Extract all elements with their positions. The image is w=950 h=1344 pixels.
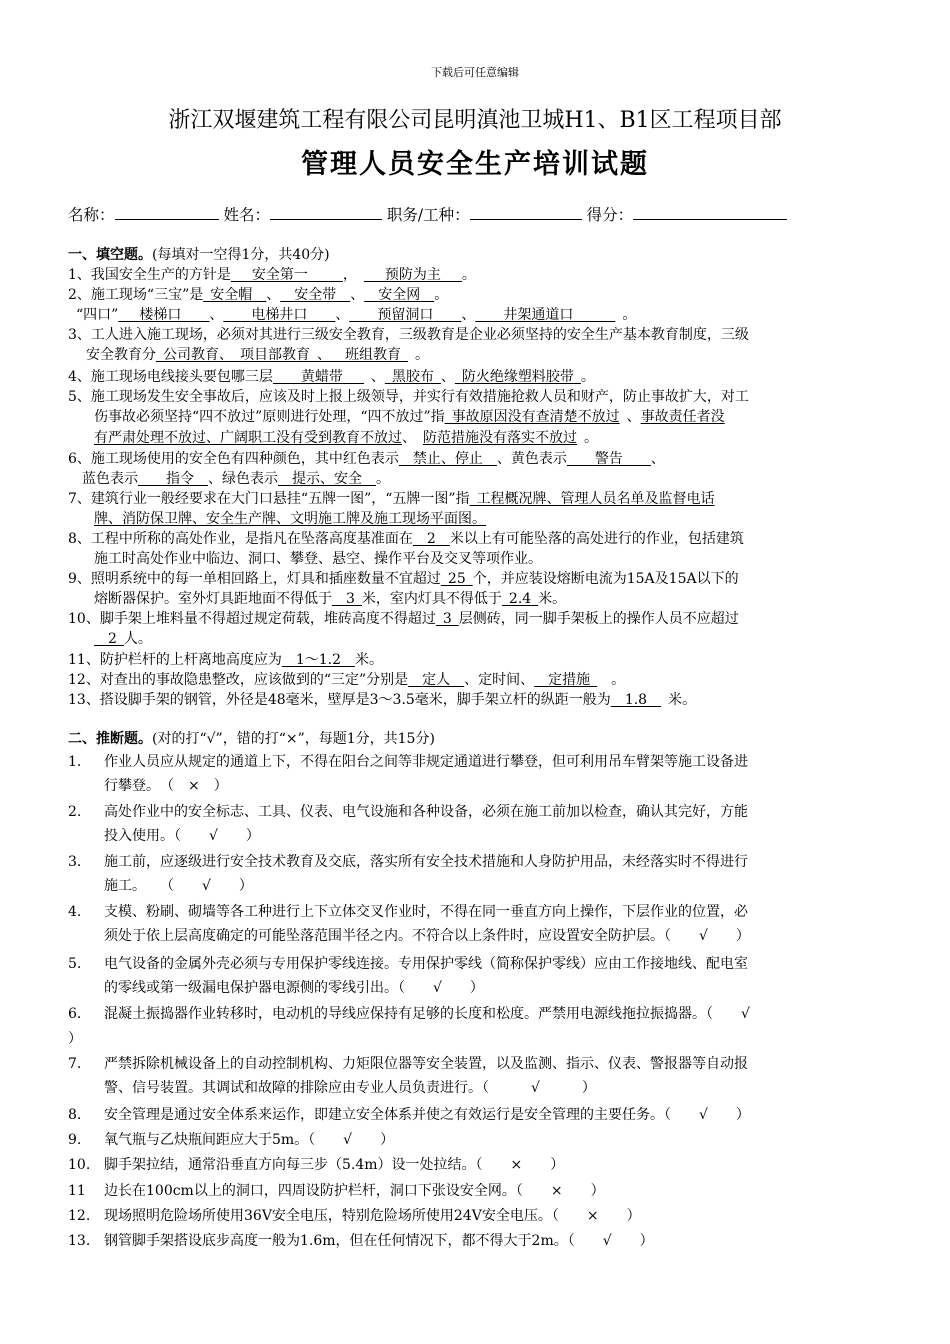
tf-num: 1. (68, 754, 82, 770)
person-label: 姓名： (223, 206, 270, 224)
q5-line2: 伤事故必须坚持“四不放过”原则进行处理，“四不放过”指 事故原因没有查清楚不放过 、事故责任者没 (94, 409, 725, 425)
q3-line2: 安全教育分 公司教育、 项目部教育 、 班组教育 。 (86, 347, 429, 363)
tf-item-8: 安全管理是通过安全体系来运作，即建立安全体系并使之有效运行是安全管理的主要任务。（ √ ） (104, 1107, 750, 1123)
tf-item-7: 严禁拆除机械设备上的自动控制机构、力矩限位器等安全装置，以及监测、指示、仪表、警报器等自动报 警、信号装置。其调试和故障的排除应由专业人员负责进行。（ √ ） (104, 1056, 748, 1096)
q2: 2、施工现场“三宝”是 安全帽 、 安全带 、 安全网 。 (68, 287, 449, 303)
tf-item-1: 作业人员应从规定的通道上下，不得在阳台之间等非规定通道进行攀登，但可利用吊车臂架等施工设备进 行攀登。 （ × ） (104, 754, 748, 794)
tf-item-10: 脚手架拉结，通常沿垂直方向每三步（5.4m）设一处拉结。（ × ） (104, 1157, 565, 1173)
q7-line2: 牌、消防保卫牌、安全生产牌、文明施工牌及施工现场平面图。 (94, 511, 486, 527)
name-label: 名称： (68, 206, 115, 224)
tf-num: 2. (68, 804, 82, 820)
tf-item-3: 施工前，应逐级进行安全技术教育及交底，落实所有安全技术措施和人身防护用品，未经落实时不得进行 施工。 （ √ ） (104, 854, 748, 894)
tf-num: 12. (68, 1208, 91, 1224)
tf-item-2: 高处作业中的安全标志、工具、仪表、电气设施和各种设备，必须在施工前加以检查，确认其完好，方能 投入使用。（ √ ） (104, 804, 748, 844)
q8-line2: 施工时高处作业中临边、洞口、攀登、悬空、操作平台及交叉等项作业。 (94, 551, 542, 567)
tf-num: 9. (68, 1132, 82, 1148)
tf-num: 5. (68, 956, 82, 972)
tf-num: 7. (68, 1056, 82, 1072)
q6-line2: 蓝色表示 指令 、绿色表示 提示、安全 。 (82, 471, 390, 487)
q3-line1: 3、工人进入施工现场，必须对其进行三级安全教育，三级教育是企业必须坚持的安全生产基本教育制度，三级 (68, 327, 749, 343)
info-fields (68, 202, 787, 225)
position-field[interactable] (470, 202, 582, 220)
q10-line1: 10、脚手架上堆料量不得超过规定荷载，堆砖高度不得超过 3 层侧砖，同一脚手架板上的操作人员不应超过 (68, 611, 739, 627)
q2-four-openings: “四口” 楼梯口 、 电梯井口 、 预留洞口 、 井架通道口 。 (76, 307, 637, 323)
tf-item-4: 支模、粉刷、砌墙等各工种进行上下立体交叉作业时，不得在同一垂直方向上操作，下层作业的位置，必 须处于依上层高度确定的可能坠落范围半径之内。不符合以上条件时，应设置安全防护层。（ √ ） (104, 904, 750, 944)
tf-num: 4. (68, 904, 82, 920)
page-title: 管理人员安全生产培训试题 (301, 149, 649, 180)
score-label: 得分： (586, 206, 634, 224)
tf-num: 6. (68, 1006, 82, 1022)
q12: 12、对查出的事故隐患整改，应该做到的“三定”分别是 定人 、定时间、 定措施 。 (68, 672, 626, 688)
q1: 1、我国安全生产的方针是 安全第一 ， 预防为主 。 (68, 267, 476, 283)
tf-item-6-tail: ） (68, 1031, 82, 1047)
q5-line3: 有严肃处理不放过、广阔职工没有受到教育不放过、 防范措施没有落实不放过 。 (94, 430, 598, 446)
person-field[interactable] (270, 202, 382, 220)
tf-num: 10. (68, 1157, 91, 1173)
q11: 11、防护栏杆的上杆离地高度应为 1～1.2 米。 (68, 652, 383, 668)
q7-line1: 7、建筑行业一般经要求在大门口悬挂“五牌一图”，“五牌一图”指 工程概况牌、管理人员名单及监督电话 (68, 491, 715, 507)
header-note: 下载后可任意编辑 (431, 66, 519, 79)
tf-num: 13. (68, 1233, 91, 1249)
tf-item-11: 边长在100cm以上的洞口，四周设防护栏杆，洞口下张设安全网。（ × ） (104, 1183, 605, 1199)
q4: 4、施工现场电线接头要包哪三层 黄蜡带 、 黑胶布 、 防火绝缘塑料胶带 。 (68, 369, 595, 385)
q9-line2: 熔断器保护。室外灯具距地面不得低于 3 米，室内灯具不得低于 2.4 米。 (94, 591, 567, 607)
tf-num: 8. (68, 1107, 82, 1123)
company-title: 浙江双堰建筑工程有限公司昆明滇池卫城H1、B1区工程项目部 (168, 108, 782, 133)
score-field[interactable] (633, 202, 787, 220)
q10-line2: 2 人。 (108, 631, 152, 647)
position-label: 职务/工种： (386, 206, 470, 224)
tf-num: 3. (68, 854, 82, 870)
tf-item-12: 现场照明危险场所使用36V安全电压，特别危险场所使用24V安全电压。（ × ） (104, 1208, 641, 1224)
tf-num: 11 (68, 1183, 86, 1199)
section2-heading: 二、推断题。(对的打“√”，错的打“×”，每题1分，共15分) (68, 731, 435, 747)
q8-line1: 8、工程中所称的高处作业，是指凡在坠落高度基准面在 2 米以上有可能坠落的高处进行的作业，包括建筑 (68, 531, 744, 547)
tf-item-6: 混凝土振捣器作业转移时，电动机的导线应保持有足够的长度和松度。严禁用电源线拖拉振捣器。（ √ (104, 1006, 750, 1022)
section1-heading: 一、填空题。(每填对一空得1分，共40分) (68, 247, 330, 263)
q9-line1: 9、照明系统中的每一单相回路上，灯具和插座数量不宜超过 25 个，并应装设熔断电流为15A及15A以下的 (68, 571, 739, 587)
tf-item-5: 电气设备的金属外壳必须与专用保护零线连接。专用保护零线（简称保护零线）应由工作接地线、配电室 的零线或第一级漏电保护器电源侧的零线引出。（ √ ） (104, 956, 748, 996)
q5-line1: 5、施工现场发生安全事故后，应该及时上报上级领导，并实行有效措施抢救人员和财产，防止事故扩大，对工 (68, 389, 749, 405)
q6-line1: 6、施工现场使用的安全色有四种颜色，其中红色表示 禁止、停止 、黄色表示 警告 、 (68, 451, 665, 467)
tf-item-13: 钢管脚手架搭设底步高度一般为1.6m，但在任何情况下，都不得大于2m。（ √ ） (104, 1233, 654, 1249)
name-field[interactable] (115, 202, 219, 220)
q13: 13、搭设脚手架的钢管，外径是48毫米，壁厚是3～3.5毫米，脚手架立杆的纵距一般为 1.8 米。 (68, 692, 697, 708)
tf-item-9: 氧气瓶与乙炔瓶间距应大于5m。（ √ ） (104, 1132, 395, 1148)
